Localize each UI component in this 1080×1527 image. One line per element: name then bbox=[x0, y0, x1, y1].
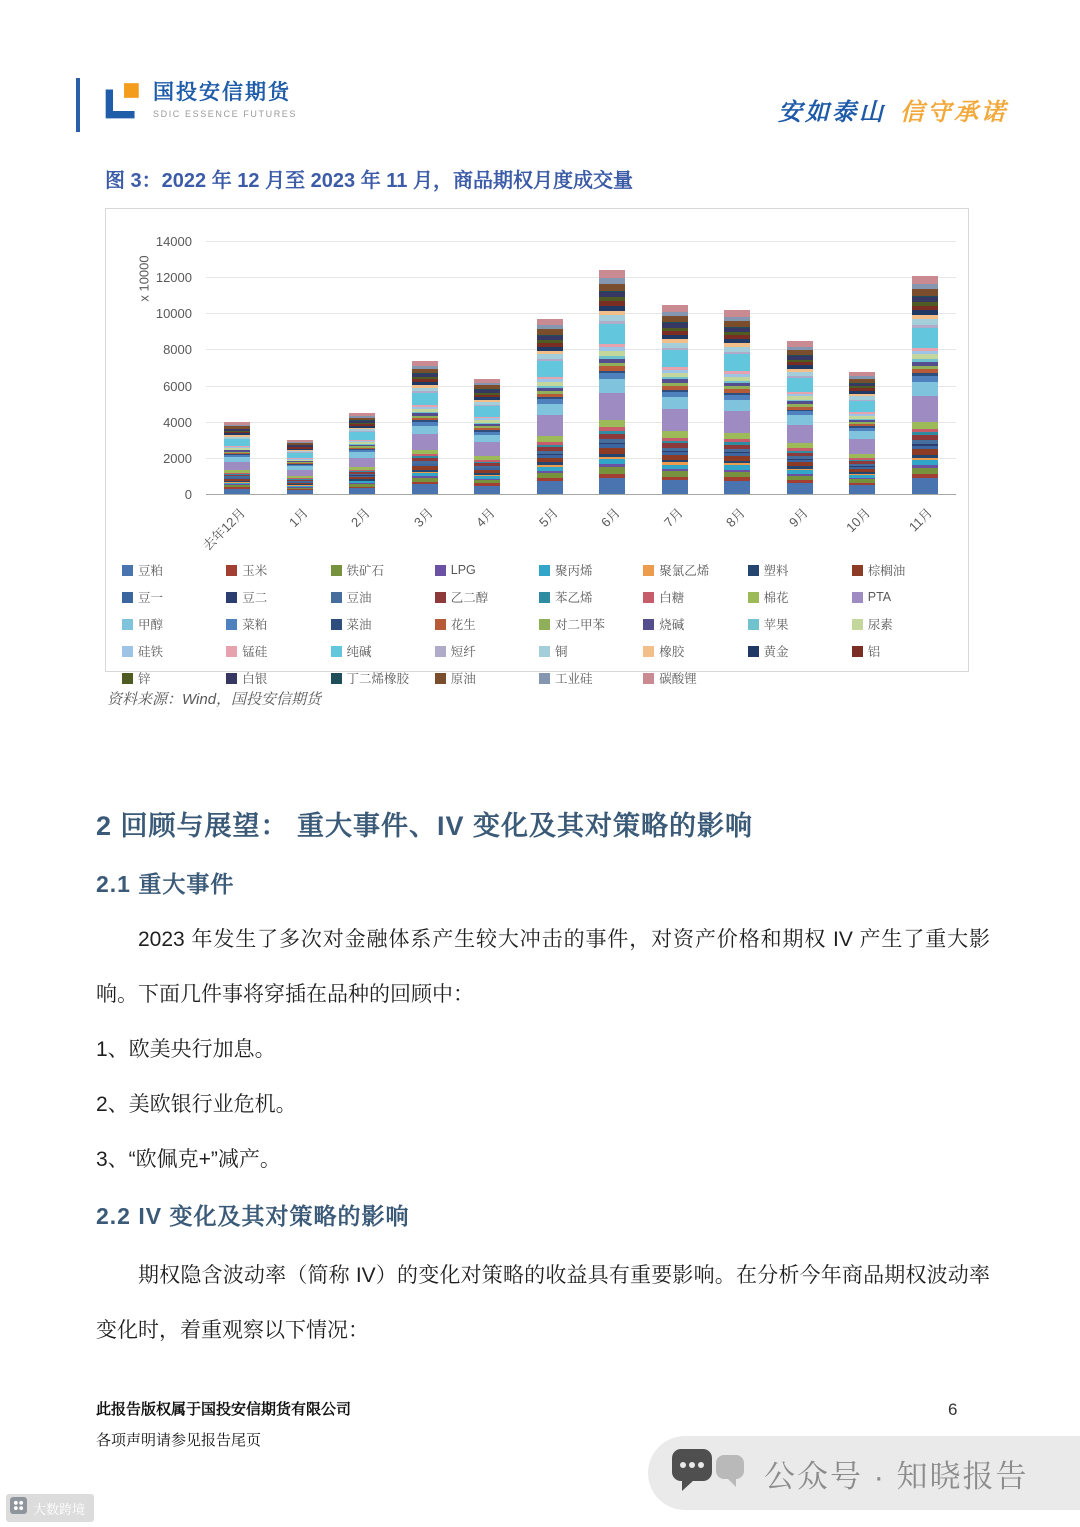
legend-label: 工业硅 bbox=[555, 672, 593, 686]
bar-segment bbox=[662, 397, 688, 409]
legend-label: 棕榈油 bbox=[867, 564, 906, 578]
legend-swatch bbox=[852, 592, 863, 603]
bar-segment bbox=[599, 270, 625, 278]
slogan-part-orange: 信守承诺 bbox=[900, 100, 1008, 126]
footer-disclaimer: 各项声明请参见报告尾页 bbox=[96, 1432, 262, 1449]
gridline bbox=[206, 313, 956, 314]
legend-label: 豆油 bbox=[346, 591, 372, 605]
legend-swatch bbox=[748, 592, 759, 603]
legend-swatch bbox=[539, 673, 550, 684]
footer bbox=[96, 1398, 351, 1450]
legend-label: 橡胶 bbox=[659, 645, 685, 659]
page-number: 6 bbox=[948, 1400, 958, 1419]
legend-item bbox=[435, 669, 535, 687]
corner-watermark-icon bbox=[10, 1497, 27, 1519]
legend-label: 尿素 bbox=[867, 618, 893, 632]
legend-item bbox=[748, 642, 848, 660]
watermark-text: 公众号 · 知晓报告 bbox=[764, 1458, 1029, 1494]
stacked-bar bbox=[787, 340, 813, 494]
legend-swatch bbox=[643, 592, 654, 603]
legend-label: 乙二醇 bbox=[450, 591, 489, 605]
bar-segment bbox=[912, 422, 938, 429]
gridline bbox=[206, 422, 956, 423]
legend-label: 纯碱 bbox=[346, 645, 372, 659]
bar-segment bbox=[474, 406, 500, 417]
legend-label: 花生 bbox=[450, 618, 476, 632]
bar-segment bbox=[787, 425, 813, 443]
company-slogan bbox=[778, 92, 1008, 127]
legend-swatch bbox=[226, 673, 237, 684]
bar-segment bbox=[849, 431, 875, 439]
legend-item bbox=[122, 588, 222, 606]
legend-item bbox=[748, 615, 848, 633]
legend-item bbox=[331, 669, 431, 687]
bar-segment bbox=[537, 404, 563, 415]
legend-swatch bbox=[122, 646, 133, 657]
y-tick-label: 8000 bbox=[163, 342, 192, 358]
event-list-item-2: 2、美欧银行业危机。 bbox=[96, 1093, 297, 1116]
legend-item bbox=[122, 669, 222, 687]
bar-segment bbox=[599, 478, 625, 494]
bar-segment bbox=[287, 490, 313, 494]
bar-segment bbox=[349, 488, 375, 494]
legend-label: PTA bbox=[867, 590, 892, 604]
legend-item bbox=[539, 669, 639, 687]
legend-label: 苯乙烯 bbox=[555, 591, 593, 605]
chart-y-ticks bbox=[134, 234, 200, 502]
legend-item bbox=[539, 588, 639, 606]
bar-segment bbox=[599, 393, 625, 420]
legend-label: 黄金 bbox=[763, 645, 789, 659]
legend-item bbox=[122, 615, 222, 633]
stacked-bar bbox=[224, 422, 250, 494]
bar-segment bbox=[474, 442, 500, 456]
bar-segment bbox=[849, 439, 875, 454]
legend-swatch bbox=[331, 565, 342, 576]
legend-item bbox=[122, 642, 222, 660]
legend-label: 苹果 bbox=[763, 618, 789, 632]
legend-label: 烧碱 bbox=[659, 618, 685, 632]
legend-item bbox=[331, 642, 431, 660]
legend-swatch bbox=[539, 646, 550, 657]
bar-segment bbox=[662, 409, 688, 432]
slogan-part-blue: 安如泰山 bbox=[778, 100, 886, 126]
legend-item bbox=[539, 561, 639, 579]
legend-swatch bbox=[539, 619, 550, 630]
bar-segment bbox=[599, 284, 625, 291]
legend-swatch bbox=[435, 646, 446, 657]
stacked-bar bbox=[912, 275, 938, 494]
legend-label: 豆一 bbox=[138, 591, 164, 605]
bar-segment bbox=[724, 310, 750, 317]
bar-segment bbox=[724, 411, 750, 433]
event-list-item-3: 3、“欧佩克+”减产。 bbox=[96, 1148, 281, 1171]
bar-segment bbox=[599, 379, 625, 393]
legend-item bbox=[539, 642, 639, 660]
bar-segment bbox=[912, 478, 938, 494]
legend-swatch bbox=[122, 592, 133, 603]
bar-segment bbox=[537, 361, 563, 377]
legend-label: 短纤 bbox=[450, 645, 476, 659]
y-tick-label: 10000 bbox=[155, 306, 192, 322]
legend-swatch bbox=[852, 619, 863, 630]
legend-swatch bbox=[643, 619, 654, 630]
wechat-watermark bbox=[648, 1436, 1080, 1510]
y-tick-label: 4000 bbox=[163, 414, 192, 430]
legend-label: 菜油 bbox=[346, 618, 372, 632]
bar-segment bbox=[912, 289, 938, 296]
legend-label: 铁矿石 bbox=[346, 564, 385, 578]
legend-swatch bbox=[539, 565, 550, 576]
legend-label: 豆二 bbox=[242, 591, 268, 605]
legend-label: 菜粕 bbox=[242, 618, 268, 632]
bar-segment bbox=[474, 486, 500, 494]
section-heading-2-1: 2.1 重大事件 bbox=[96, 871, 235, 897]
legend-label: 铝 bbox=[867, 645, 881, 659]
legend-label: 对二甲苯 bbox=[555, 618, 606, 632]
gridline bbox=[206, 241, 956, 242]
corner-watermark-text: 大数跨境 bbox=[33, 1501, 86, 1517]
event-list bbox=[96, 1022, 297, 1187]
legend-swatch bbox=[331, 646, 342, 657]
legend-item bbox=[643, 561, 743, 579]
legend-swatch bbox=[226, 619, 237, 630]
bar-segment bbox=[412, 484, 438, 494]
chart-legend bbox=[122, 561, 952, 687]
paragraph-iv-impact: 期权隐含波动率（简称 IV）的变化对策略的收益具有重要影响。在分析今年商品期权波动率变化时，着重观察以下情况： bbox=[96, 1264, 990, 1342]
bar-segment bbox=[599, 324, 625, 345]
legend-swatch bbox=[435, 619, 446, 630]
legend-swatch bbox=[852, 565, 863, 576]
y-tick-label: 14000 bbox=[155, 234, 192, 249]
legend-swatch bbox=[643, 565, 654, 576]
corner-watermark bbox=[6, 1494, 94, 1522]
legend-label: 白银 bbox=[242, 672, 268, 686]
company-name: 国投安信期货 bbox=[153, 81, 291, 104]
y-tick-label: 12000 bbox=[155, 270, 192, 286]
legend-label: 甲醇 bbox=[138, 618, 164, 632]
stacked-bar bbox=[287, 440, 313, 494]
figure-title: 图 3：2022 年 12 月至 2023 年 11 月，商品期权月度成交量 bbox=[105, 170, 633, 192]
paragraph-major-events: 2023 年发生了多次对金融体系产生较大冲击的事件，对资产价格和期权 IV 产生了重大影响。下面几件事将穿插在品种的回顾中： bbox=[96, 928, 990, 1006]
legend-swatch bbox=[122, 673, 133, 684]
legend-swatch bbox=[748, 646, 759, 657]
legend-item bbox=[331, 588, 431, 606]
stacked-bar bbox=[412, 360, 438, 494]
bar-segment bbox=[912, 328, 938, 348]
company-logo bbox=[102, 80, 297, 127]
legend-swatch bbox=[226, 565, 237, 576]
legend-item bbox=[539, 615, 639, 633]
bar-segment bbox=[912, 276, 938, 284]
gridline bbox=[206, 349, 956, 350]
bar-segment bbox=[224, 489, 250, 494]
y-tick-label: 6000 bbox=[163, 378, 192, 394]
gridline bbox=[206, 386, 956, 387]
header-accent-bar bbox=[76, 78, 80, 132]
legend-label: 原油 bbox=[450, 672, 476, 686]
stacked-bar bbox=[599, 270, 625, 494]
bar-segment bbox=[724, 400, 750, 412]
chat-bubbles-icon bbox=[670, 1445, 748, 1502]
legend-label: 聚丙烯 bbox=[555, 564, 593, 578]
bar-segment bbox=[412, 426, 438, 435]
bar-segment bbox=[537, 415, 563, 436]
legend-item bbox=[435, 561, 535, 579]
legend-item bbox=[852, 588, 952, 606]
bar-segment bbox=[724, 481, 750, 494]
legend-swatch bbox=[643, 673, 654, 684]
footer-copyright: 此报告版权属于国投安信期货有限公司 bbox=[96, 1401, 352, 1418]
bar-segment bbox=[599, 420, 625, 427]
legend-item bbox=[435, 642, 535, 660]
bar-segment bbox=[474, 435, 500, 442]
bar-segment bbox=[849, 485, 875, 494]
bar-segment bbox=[349, 458, 375, 468]
legend-label: 丁二烯橡胶 bbox=[346, 672, 410, 686]
bar-segment bbox=[662, 350, 688, 367]
legend-item bbox=[852, 615, 952, 633]
bar-segment bbox=[349, 432, 375, 439]
company-name-en: SDIC ESSENCE FUTURES bbox=[153, 109, 298, 119]
chart-x-labels: 去年12月 1月 2月 3月 4月 5月 6月 7月 8月 9月 10月 11月 bbox=[199, 505, 936, 554]
company-logo-text bbox=[153, 80, 297, 119]
bar-segment bbox=[787, 378, 813, 392]
legend-item bbox=[331, 615, 431, 633]
bar-segment bbox=[849, 401, 875, 412]
event-list-item-1: 1、欧美央行加息。 bbox=[96, 1038, 276, 1061]
legend-label: 聚氯乙烯 bbox=[659, 564, 710, 578]
stacked-bar bbox=[849, 371, 875, 494]
legend-label: 玉米 bbox=[242, 564, 268, 578]
bar-segment bbox=[537, 481, 563, 494]
legend-item bbox=[852, 642, 952, 660]
legend-label: 碳酸锂 bbox=[659, 672, 697, 686]
legend-swatch bbox=[226, 592, 237, 603]
data-source-note: 资料来源：Wind，国投安信期货 bbox=[107, 691, 322, 708]
legend-item bbox=[435, 615, 535, 633]
legend-item bbox=[226, 642, 326, 660]
legend-swatch bbox=[122, 565, 133, 576]
bar-segment bbox=[412, 434, 438, 450]
legend-item bbox=[748, 588, 848, 606]
legend-swatch bbox=[122, 619, 133, 630]
legend-swatch bbox=[435, 592, 446, 603]
legend-item bbox=[643, 588, 743, 606]
stacked-bar bbox=[724, 310, 750, 494]
chart-plot bbox=[206, 241, 956, 495]
legend-swatch bbox=[643, 646, 654, 657]
legend-item bbox=[226, 561, 326, 579]
legend-swatch bbox=[435, 673, 446, 684]
bar-segment bbox=[787, 483, 813, 494]
gridline bbox=[206, 277, 956, 278]
legend-label: 塑料 bbox=[763, 564, 789, 578]
legend-label: 锰硅 bbox=[242, 645, 268, 659]
bar-segment bbox=[224, 439, 250, 446]
legend-swatch bbox=[852, 646, 863, 657]
legend-swatch bbox=[539, 592, 550, 603]
legend-label: 硅铁 bbox=[138, 645, 164, 659]
stacked-bar bbox=[537, 319, 563, 494]
bar-segment bbox=[224, 462, 250, 471]
legend-swatch bbox=[226, 646, 237, 657]
bar-segment bbox=[912, 396, 938, 422]
y-tick-label: 2000 bbox=[163, 450, 192, 466]
legend-item bbox=[435, 588, 535, 606]
legend-item bbox=[226, 615, 326, 633]
y-tick-label: 0 bbox=[184, 487, 192, 502]
stacked-bar bbox=[349, 413, 375, 494]
legend-item bbox=[226, 588, 326, 606]
legend-label: 锌 bbox=[138, 672, 151, 686]
legend-swatch bbox=[331, 592, 342, 603]
gridline bbox=[206, 458, 956, 459]
legend-label: LPG bbox=[450, 563, 476, 577]
legend-swatch bbox=[331, 673, 342, 684]
legend-item bbox=[122, 561, 222, 579]
bar-segment bbox=[412, 393, 438, 405]
stacked-bar bbox=[662, 304, 688, 494]
legend-item bbox=[331, 561, 431, 579]
company-logo-icon bbox=[102, 80, 144, 127]
y-axis-unit-label: x 10000 bbox=[136, 255, 152, 302]
stacked-bar bbox=[474, 378, 500, 494]
legend-item bbox=[643, 669, 743, 687]
bar-segment bbox=[912, 382, 938, 396]
bar-segment bbox=[787, 415, 813, 425]
bar-segment bbox=[662, 480, 688, 494]
legend-label: 铜 bbox=[555, 645, 568, 659]
legend-item bbox=[643, 615, 743, 633]
legend-item bbox=[852, 561, 952, 579]
legend-label: 白糖 bbox=[659, 591, 685, 605]
section-heading-2: 2 回顾与展望： 重大事件、IV 变化及其对策略的影响 bbox=[96, 811, 754, 841]
section-heading-2-2: 2.2 IV 变化及其对策略的影响 bbox=[96, 1203, 410, 1229]
legend-label: 豆粕 bbox=[138, 564, 164, 578]
legend-item bbox=[643, 642, 743, 660]
legend-item bbox=[226, 669, 326, 687]
volume-chart bbox=[105, 208, 969, 686]
bar-segment bbox=[724, 354, 750, 371]
legend-swatch bbox=[748, 565, 759, 576]
bar-segment bbox=[662, 305, 688, 312]
legend-swatch bbox=[331, 619, 342, 630]
legend-swatch bbox=[748, 619, 759, 630]
legend-label: 棉花 bbox=[763, 591, 789, 605]
legend-swatch bbox=[435, 565, 446, 576]
legend-item bbox=[748, 561, 848, 579]
